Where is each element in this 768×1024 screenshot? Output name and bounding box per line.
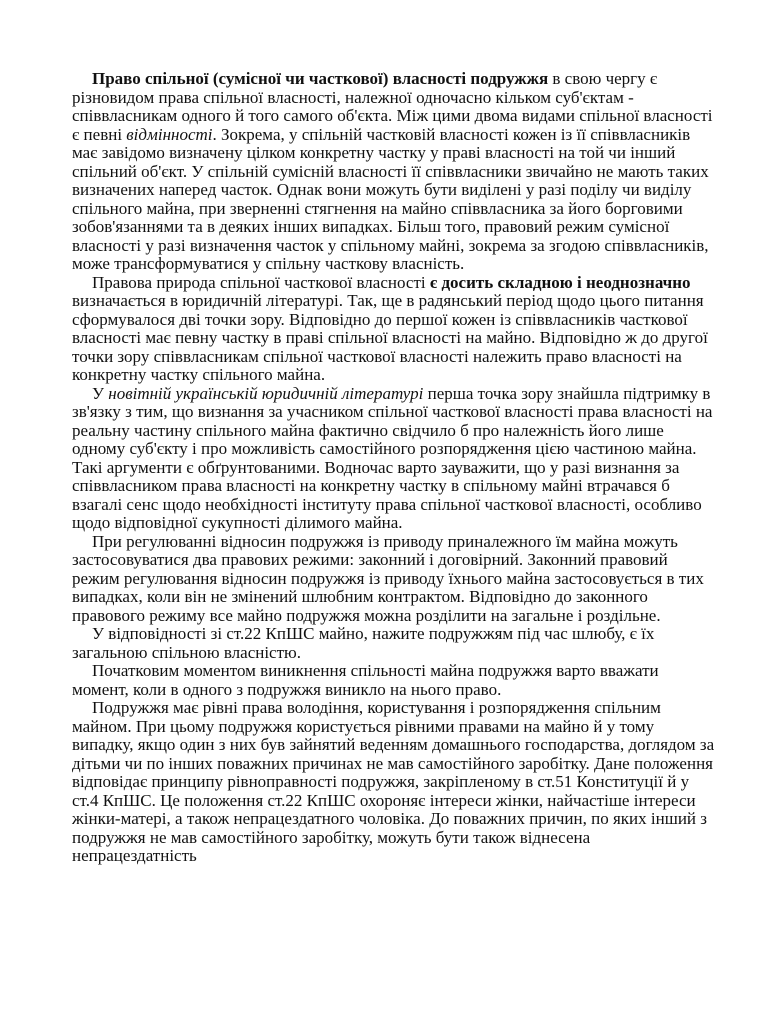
para1-text-b: . Зокрема, у спільній частковій власності кожен із її співвласників має завідомо визначену цілком конкретну частку у праві власності на той чи інший спільний об'єкт. У спільній сумісній власності її співвласники звичайно не мають таких визначених наперед часток. Однак вони можуть бути виділені у разі поділу чи виділу спільного майна, при зверненні стягнення на майно співвласника за його борговими зобов'язаннями та в деяких інших випадках. Більш того, правовий режим сумісної власності у разі визначення часток у спільному майні, зокрема за згодою співвласників, може трансформуватися у спільну часткову власність.	[72, 124, 709, 273]
paragraph-1	[72, 70, 717, 274]
para7-text: Подружжя має рівні права володіння, користування і розпорядження спільним майном. При цьому подружжя користується рівними правами на майно й у тому випадку, якщо один з них був зайнятий веденням домашнього господарства, доглядом за дітьми чи по інших поважних причинах не мав самостійного заробітку. Дане положення відповідає принципу рівноправності подружжя, закріпленому в ст.51 Конституції й у ст.4 КпШС. Це положення ст.22 КпШС охороняє інтереси жінки, найчастіше інтереси жінки-матері, а також непрацездатного чоловіка. До поважних причин, по яких інший з подружжя не мав самостійного заробітку, можуть бути також віднесена непрацездатність	[72, 698, 715, 865]
para3-italic-phrase: новітній українській юридичній літературі	[108, 383, 424, 403]
para4-text: При регулюванні відносин подружжя із приводу приналежного їм майна можуть застосовуватися два правових режими: законний і договірний. Законний правовий режим регулювання відносин подружжя із приводу їхнього майна застосовується в тих випадках, коли він не змінений шлюбним контрактом. Відповідно до законного правового режиму все майно подружжя можна розділити на загальне і роздільне.	[72, 531, 704, 625]
paragraph-5	[72, 625, 717, 662]
document-page	[72, 70, 717, 866]
paragraph-4	[72, 533, 717, 626]
paragraph-7	[72, 699, 717, 866]
para1-italic-term: відмінності	[126, 124, 213, 144]
para3-text-b: перша точка зору знайшла підтримку в зв'язку з тим, що визнання за учасником спільної часткової власності права власності на реальну частину спільного майна фактично свідчило б про належність його лише одному суб'єкту і про можливість самостійного розпорядження цією частиною майна. Такі аргументи є обґрунтованими. Водночас варто зауважити, що у разі визнання за співвласником права власності на конкретну частку в спільному майні втрачався б взагалі сенс щодо необхідності інституту права спільної часткової власності, особливо щодо відповідної сукупності ділимого майна.	[72, 383, 713, 532]
para3-text-a: У	[92, 383, 109, 403]
para2-text-a: Правова природа спільної часткової власності	[92, 272, 430, 292]
paragraph-3	[72, 385, 717, 533]
paragraph-2	[72, 274, 717, 385]
para1-bold-heading: Право спільної (сумісної чи часткової) власності подружжя	[92, 69, 549, 88]
para5-text: У відповідності зі ст.22 КпШС майно, нажите подружжям під час шлюбу, є їх загальною спільною власністю.	[72, 624, 655, 662]
para2-bold-phrase: є досить складною і неоднозначно	[429, 272, 691, 292]
para2-text-b: визначається в юридичній літературі. Так, ще в радянський період щодо цього питання сформувалося дві точки зору. Відповідно до першої кожен із співвласників часткової власності має певну частку в праві спільної власності на майно. Відповідно ж до другої точки зору співвласникам спільної часткової власності належить право власності на конкретну частку спільного майна.	[72, 291, 708, 384]
para6-text: Початковим моментом виникнення спільності майна подружжя варто вважати момент, коли в одного з подружжя виникло на нього право.	[72, 661, 659, 699]
paragraph-6	[72, 662, 717, 699]
para1-text-a: в свою чергу є різновидом права спільної власності, належної одночасно кільком суб'єктам - співвласникам одного й того самого об'єкта. Між цими двома видами спільної власності є певні	[72, 69, 713, 144]
